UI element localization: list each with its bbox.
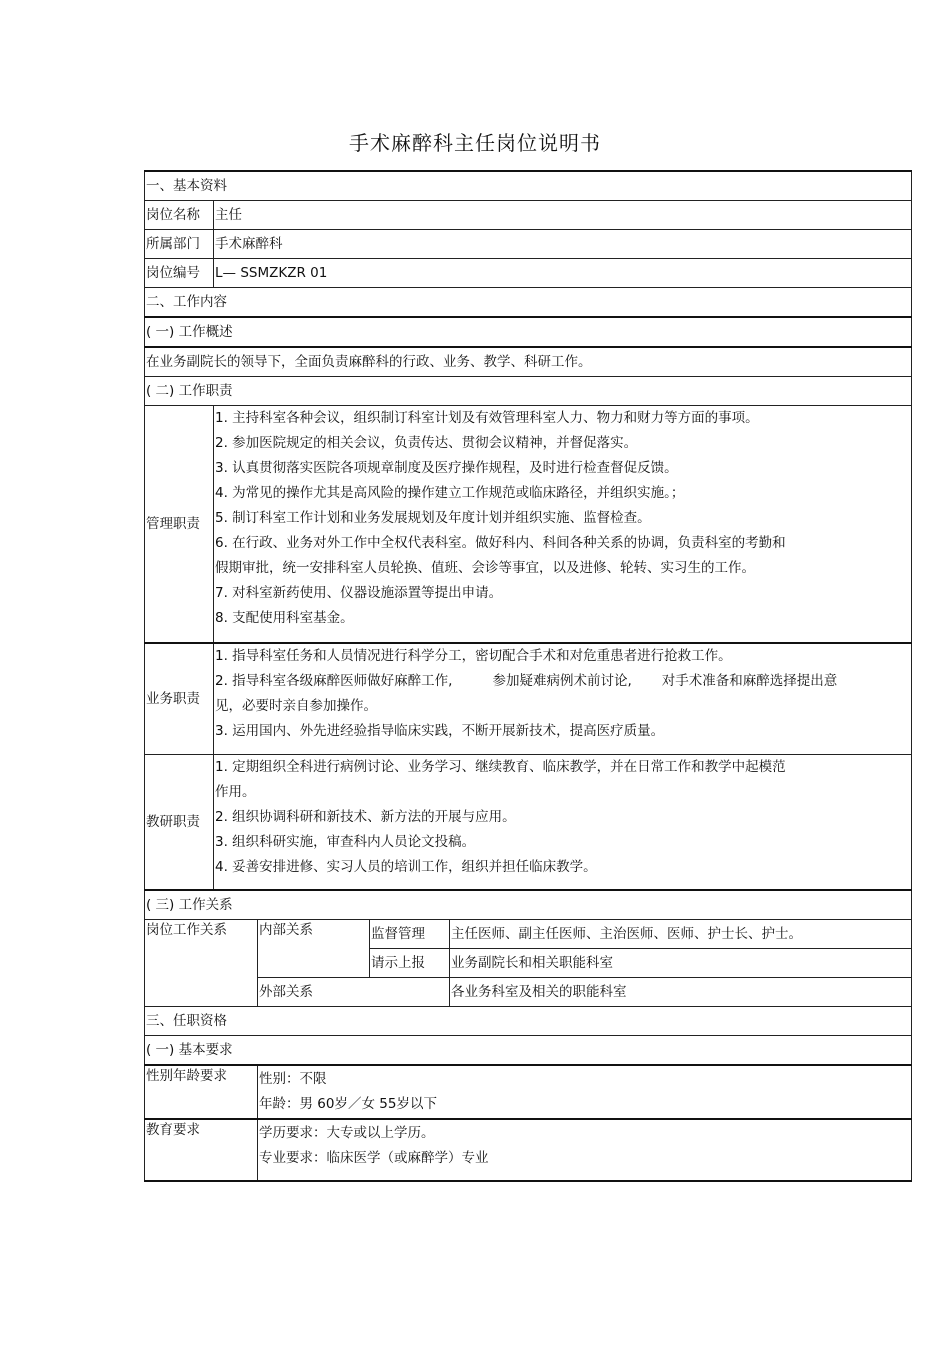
section1-heading: 一、基本资料	[145, 171, 912, 201]
major-requirement: 专业要求：临床医学（或麻醉学）专业	[259, 1150, 489, 1166]
overview-text: 在业务副院长的领导下，全面负责麻醉科的行政、业务、教学、科研工作。	[145, 347, 912, 377]
section3-heading: 三、任职资格	[145, 1007, 912, 1036]
business-item-2d: 见，必要时亲自参加操作。	[215, 698, 377, 714]
business-item-2c: 对手术准备和麻醉选择提出意	[661, 673, 838, 689]
info-row-position	[145, 201, 912, 230]
gender-requirement: 性别：不限	[259, 1071, 327, 1087]
basic-requirements-heading: ( 一) 基本要求	[145, 1036, 912, 1066]
report-label: 请示上报	[370, 949, 450, 978]
relations-label: 岗位工作关系	[145, 920, 258, 1007]
gender-age-row	[145, 1065, 912, 1119]
info-row-code	[145, 259, 912, 288]
management-duties-label: 管理职责	[145, 406, 214, 644]
business-item-2b: 参加疑难病例术前讨论,	[492, 673, 632, 689]
management-item: 8. 支配使用科室基金。	[215, 610, 354, 626]
gender-age-label: 性别年龄要求	[145, 1065, 258, 1119]
page-title: 手术麻醉科主任岗位说明书	[349, 131, 601, 155]
teaching-item: 3. 组织科研实施，审查科内人员论文投稿。	[215, 834, 476, 850]
degree-requirement: 学历要求：大专或以上学历。	[259, 1125, 435, 1141]
business-item: 3. 运用国内、外先进经验指导临床实践，不断开展新技术，提高医疗质量。	[215, 723, 665, 739]
management-duties-row	[145, 406, 912, 644]
duties-heading-row	[145, 377, 912, 406]
management-duties-list	[214, 406, 912, 644]
education-row	[145, 1119, 912, 1181]
section1-heading-row	[145, 171, 912, 201]
business-item-2a: 2. 指导科室各级麻醉医师做好麻醉工作,	[215, 673, 453, 689]
education-values	[258, 1119, 912, 1181]
management-item: 7. 对科室新药使用、仪器设施添置等提出申请。	[215, 585, 503, 601]
relations-heading: ( 三) 工作关系	[145, 890, 912, 920]
position-code-value: L— SSMZKZR 01	[214, 259, 912, 288]
external-relations-value: 各业务科室及相关的职能科室	[450, 978, 912, 1007]
duties-heading: ( 二) 工作职责	[145, 377, 912, 406]
age-requirement: 年龄：男 60岁／女 55岁以下	[259, 1096, 437, 1112]
business-item: 1. 指导科室任务和人员情况进行科学分工，密切配合手术和对危重患者进行抢救工作。	[215, 648, 732, 664]
management-item: 4. 为常见的操作尤其是高风险的操作建立工作规范或临床路径，并组织实施。；	[215, 485, 685, 501]
management-item: 2. 参加医院规定的相关会议，负责传达、贯彻会议精神，并督促落实。	[215, 435, 638, 451]
relations-heading-row	[145, 890, 912, 920]
teaching-item: 4. 妥善安排进修、实习人员的培训工作，组织并担任临床教学。	[215, 859, 597, 875]
job-description-table	[144, 170, 912, 1182]
business-item	[215, 669, 910, 694]
relations-row-supervise	[145, 920, 912, 949]
basic-req-heading-row	[145, 1036, 912, 1066]
section2-heading-row	[145, 288, 912, 318]
management-item: 3. 认真贯彻落实医院各项规章制度及医疗操作规程，及时进行检查督促反馈。	[215, 460, 678, 476]
teaching-item: 作用。	[215, 784, 256, 800]
info-row-department	[145, 230, 912, 259]
overview-text-row	[145, 347, 912, 377]
department-value: 手术麻醉科	[214, 230, 912, 259]
overview-heading-row	[145, 317, 912, 347]
management-item: 5. 制订科室工作计划和业务发展规划及年度计划并组织实施、监督检查。	[215, 510, 651, 526]
report-value: 业务副院长和相关职能科室	[450, 949, 912, 978]
management-item: 假期审批，统一安排科室人员轮换、值班、会诊等事宜，以及进修、轮转、实习生的工作。	[215, 560, 755, 576]
teaching-item: 1. 定期组织全科进行病例讨论、业务学习、继续教育、临床教学，并在日常工作和教学中起模范	[215, 759, 786, 775]
supervise-value: 主任医师、副主任医师、主治医师、医师、护士长、护士。	[450, 920, 912, 949]
position-code-label: 岗位编号	[145, 259, 214, 288]
teaching-duties-list	[214, 755, 912, 891]
business-duties-label: 业务职责	[145, 643, 214, 755]
position-name-value: 主任	[214, 201, 912, 230]
relations-row-external	[145, 978, 912, 1007]
internal-relations-label: 内部关系	[258, 920, 370, 978]
teaching-duties-row	[145, 755, 912, 891]
supervise-label: 监督管理	[370, 920, 450, 949]
teaching-item: 2. 组织协调科研和新技术、新方法的开展与应用。	[215, 809, 516, 825]
overview-heading: ( 一) 工作概述	[145, 317, 912, 347]
management-item: 1. 主持科室各种会议，组织制订科室计划及有效管理科室人力、物力和财力等方面的事项。	[215, 410, 759, 426]
position-name-label: 岗位名称	[145, 201, 214, 230]
section3-heading-row	[145, 1007, 912, 1036]
external-relations-label: 外部关系	[258, 978, 450, 1007]
education-label: 教育要求	[145, 1119, 258, 1181]
gender-age-values	[258, 1065, 912, 1119]
section2-heading: 二、工作内容	[145, 288, 912, 318]
business-duties-row	[145, 643, 912, 755]
management-item: 6. 在行政、业务对外工作中全权代表科室。做好科内、科间各种关系的协调，负责科室的考勤和	[215, 535, 786, 551]
teaching-duties-label: 教研职责	[145, 755, 214, 891]
business-duties-list	[214, 643, 912, 755]
department-label: 所属部门	[145, 230, 214, 259]
